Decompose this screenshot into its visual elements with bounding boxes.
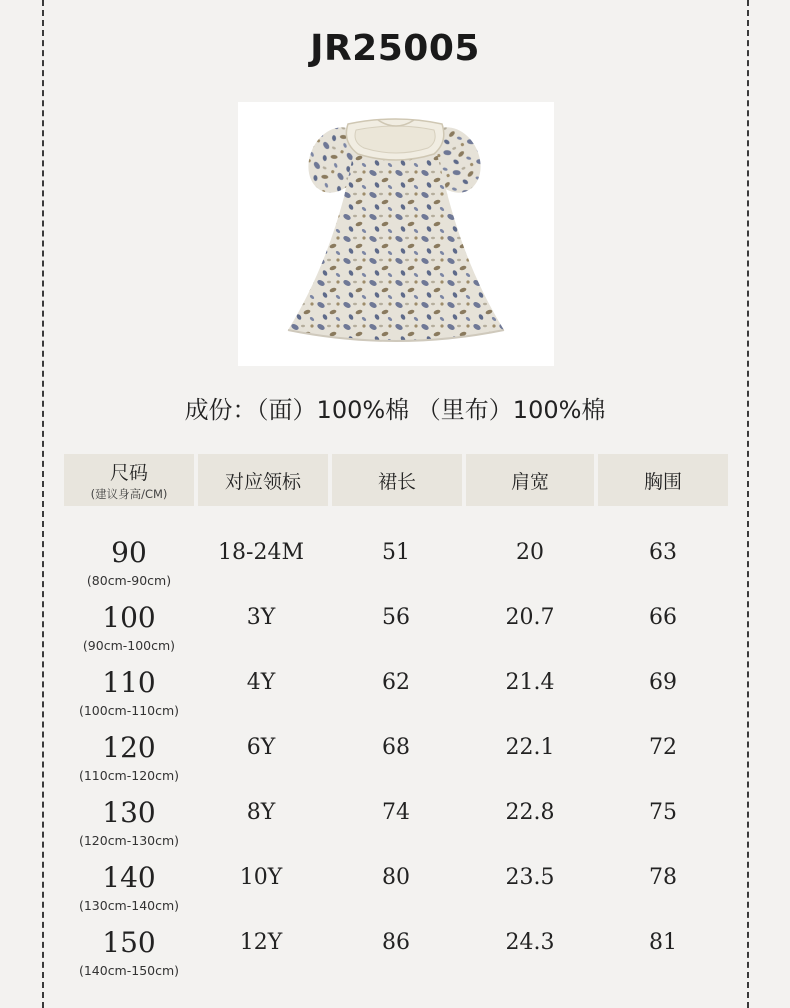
size-value: 130: [102, 796, 156, 829]
height-range: (130cm-140cm): [78, 898, 180, 913]
shoulder-value: 22.1: [505, 735, 555, 760]
collar-label-value: 4Y: [246, 670, 276, 695]
height-range: (110cm-120cm): [78, 768, 180, 783]
left-dashed-border: [42, 0, 44, 1008]
chest-value: 75: [649, 800, 677, 825]
fabric-composition: 成份：（面）100%棉 （里布）100%棉: [184, 396, 606, 424]
chest-value: 63: [649, 540, 677, 565]
dress-product-image: [238, 102, 554, 366]
shoulder-value: 24.3: [505, 930, 555, 955]
header-length-text: 裙长: [377, 470, 416, 493]
header-chest-text: 胸围: [643, 470, 682, 493]
length-value: 62: [382, 670, 410, 695]
height-range: (80cm-90cm): [86, 573, 172, 588]
length-value: 68: [382, 735, 410, 760]
table-row: [64, 857, 728, 922]
height-range: (140cm-150cm): [78, 963, 180, 978]
collar-label-value: 10Y: [239, 865, 283, 890]
header-shoulder: [466, 454, 594, 506]
height-range: (100cm-110cm): [78, 703, 180, 718]
header-collar-label: [198, 454, 328, 506]
product-code-title: JR25005: [310, 28, 480, 69]
header-shoulder-text: 肩宽: [510, 470, 549, 493]
header-collar-label-text: 对应领标: [224, 470, 301, 493]
size-value: 110: [102, 666, 156, 699]
collar-label-value: 12Y: [239, 930, 283, 955]
right-dashed-border: [747, 0, 749, 1008]
collar-label-value: 3Y: [246, 605, 276, 630]
chest-value: 72: [649, 735, 677, 760]
collar-label-value: 18-24M: [218, 540, 304, 565]
chest-value: 78: [649, 865, 677, 890]
collar-label-value: 8Y: [246, 800, 276, 825]
table-row: [64, 792, 728, 857]
chest-value: 69: [649, 670, 677, 695]
height-range: (90cm-100cm): [82, 638, 176, 653]
table-row: [64, 532, 728, 597]
shoulder-value: 22.8: [505, 800, 555, 825]
chest-value: 81: [649, 930, 677, 955]
header-length: [332, 454, 462, 506]
table-row: [64, 597, 728, 662]
size-value: 90: [111, 536, 147, 569]
size-value: 100: [102, 601, 156, 634]
chest-value: 66: [649, 605, 677, 630]
table-row: [64, 662, 728, 727]
length-value: 80: [382, 865, 410, 890]
size-value: 120: [102, 731, 156, 764]
shoulder-value: 23.5: [505, 865, 555, 890]
shoulder-value: 20.7: [505, 605, 555, 630]
header-chest: [598, 454, 728, 506]
shoulder-value: 20: [516, 540, 544, 565]
header-size-sublabel: (建议身高/CM): [90, 487, 168, 501]
table-row: [64, 922, 728, 987]
shoulder-value: 21.4: [505, 670, 555, 695]
height-range: (120cm-130cm): [78, 833, 180, 848]
size-value: 140: [102, 861, 156, 894]
size-table-header: [64, 454, 728, 506]
header-size-label: 尺码: [109, 462, 148, 484]
length-value: 86: [382, 930, 410, 955]
length-value: 51: [382, 540, 410, 565]
table-row: [64, 727, 728, 792]
size-value: 150: [102, 926, 156, 959]
length-value: 74: [382, 800, 410, 825]
length-value: 56: [382, 605, 410, 630]
collar-label-value: 6Y: [246, 735, 276, 760]
header-size: [64, 454, 194, 506]
